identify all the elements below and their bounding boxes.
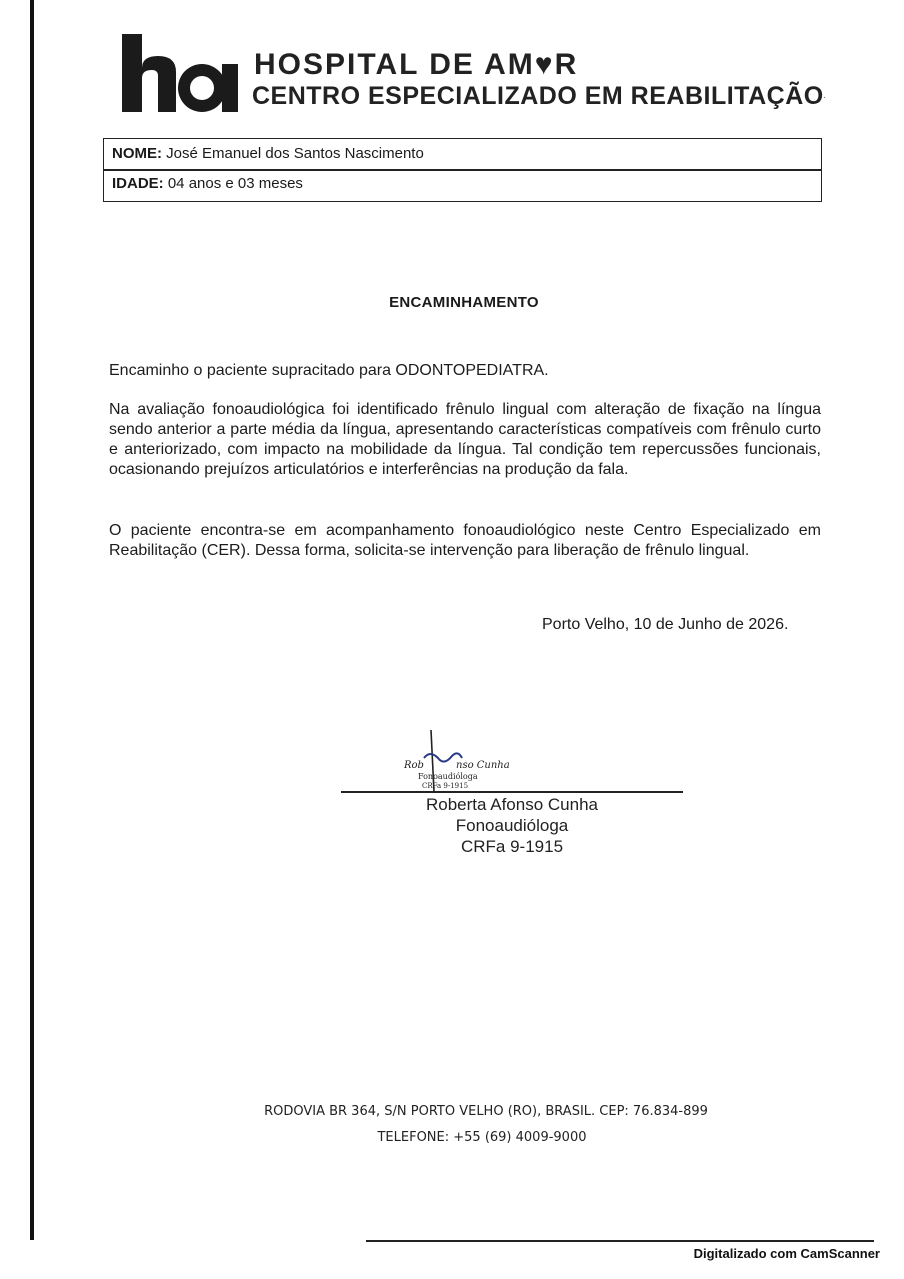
patient-name-row <box>112 145 424 162</box>
paragraph-follow-up: O paciente encontra-se em acompanhamento fonoaudiológico neste Centro Especializado em Reabilitação (CER). Dessa forma, solicita-se intervenção para liberação de frênulo lingual. <box>109 522 821 559</box>
age-value: 04 anos e 03 meses <box>167 175 303 192</box>
center-name: CENTRO ESPECIALIZADO EM REABILITAÇÃO <box>252 82 824 110</box>
date-line: Porto Velho, 10 de Junho de 2026. <box>542 616 789 633</box>
footer-address: RODOVIA BR 364, S/N PORTO VELHO (RO), BRASIL. CEP: 76.834-899 <box>264 1104 708 1119</box>
footer-phone: TELEFONE: +55 (69) 4009-9000 <box>377 1130 587 1145</box>
paragraph-referral: Encaminho o paciente supracitado para ODONTOPEDIATRA. <box>109 362 549 379</box>
hospital-name: HOSPITAL DE AM♥R <box>254 48 579 81</box>
signatory-role: Fonoaudióloga <box>455 816 569 835</box>
document-title: ENCAMINHAMENTO <box>389 294 539 311</box>
scan-speck: · <box>823 92 827 103</box>
svg-text:CRFa 9-1915: CRFa 9-1915 <box>422 782 469 790</box>
svg-text:nso Cunha: nso Cunha <box>456 760 510 771</box>
scan-bottom-edge <box>366 1240 874 1242</box>
handwritten-signature-stamp <box>400 728 530 794</box>
heart-icon: ♥ <box>534 48 555 81</box>
row-divider <box>104 169 821 171</box>
hospital-logo <box>118 34 242 114</box>
age-label: IDADE: <box>112 175 164 192</box>
signature-line <box>341 791 683 793</box>
signatory-name: Roberta Afonso Cunha <box>425 795 598 814</box>
name-label: NOME: <box>112 145 162 162</box>
signatory-registration: CRFa 9-1915 <box>460 837 564 856</box>
svg-text:Fonoaudióloga: Fonoaudióloga <box>418 772 478 781</box>
patient-info-box <box>103 138 822 202</box>
scan-left-edge <box>30 0 34 1240</box>
scanner-watermark: Digitalizado com CamScanner <box>693 1246 880 1261</box>
name-value: José Emanuel dos Santos Nascimento <box>166 145 424 162</box>
signatory-block <box>342 794 682 857</box>
paragraph-evaluation: Na avaliação fonoaudiológica foi identificado frênulo lingual com alteração de fixação na língua sendo anterior a parte média da língua, apresentando características compatíveis com frênulo curto e anteriorizado, com impacto na mobilidade da língua. Tal condição tem repercussões funcionais, ocasionando prejuízos articulatórios e interferências na produção da fala. <box>109 401 821 478</box>
svg-text:Rob: Rob <box>404 760 424 771</box>
patient-age-row <box>112 175 303 192</box>
